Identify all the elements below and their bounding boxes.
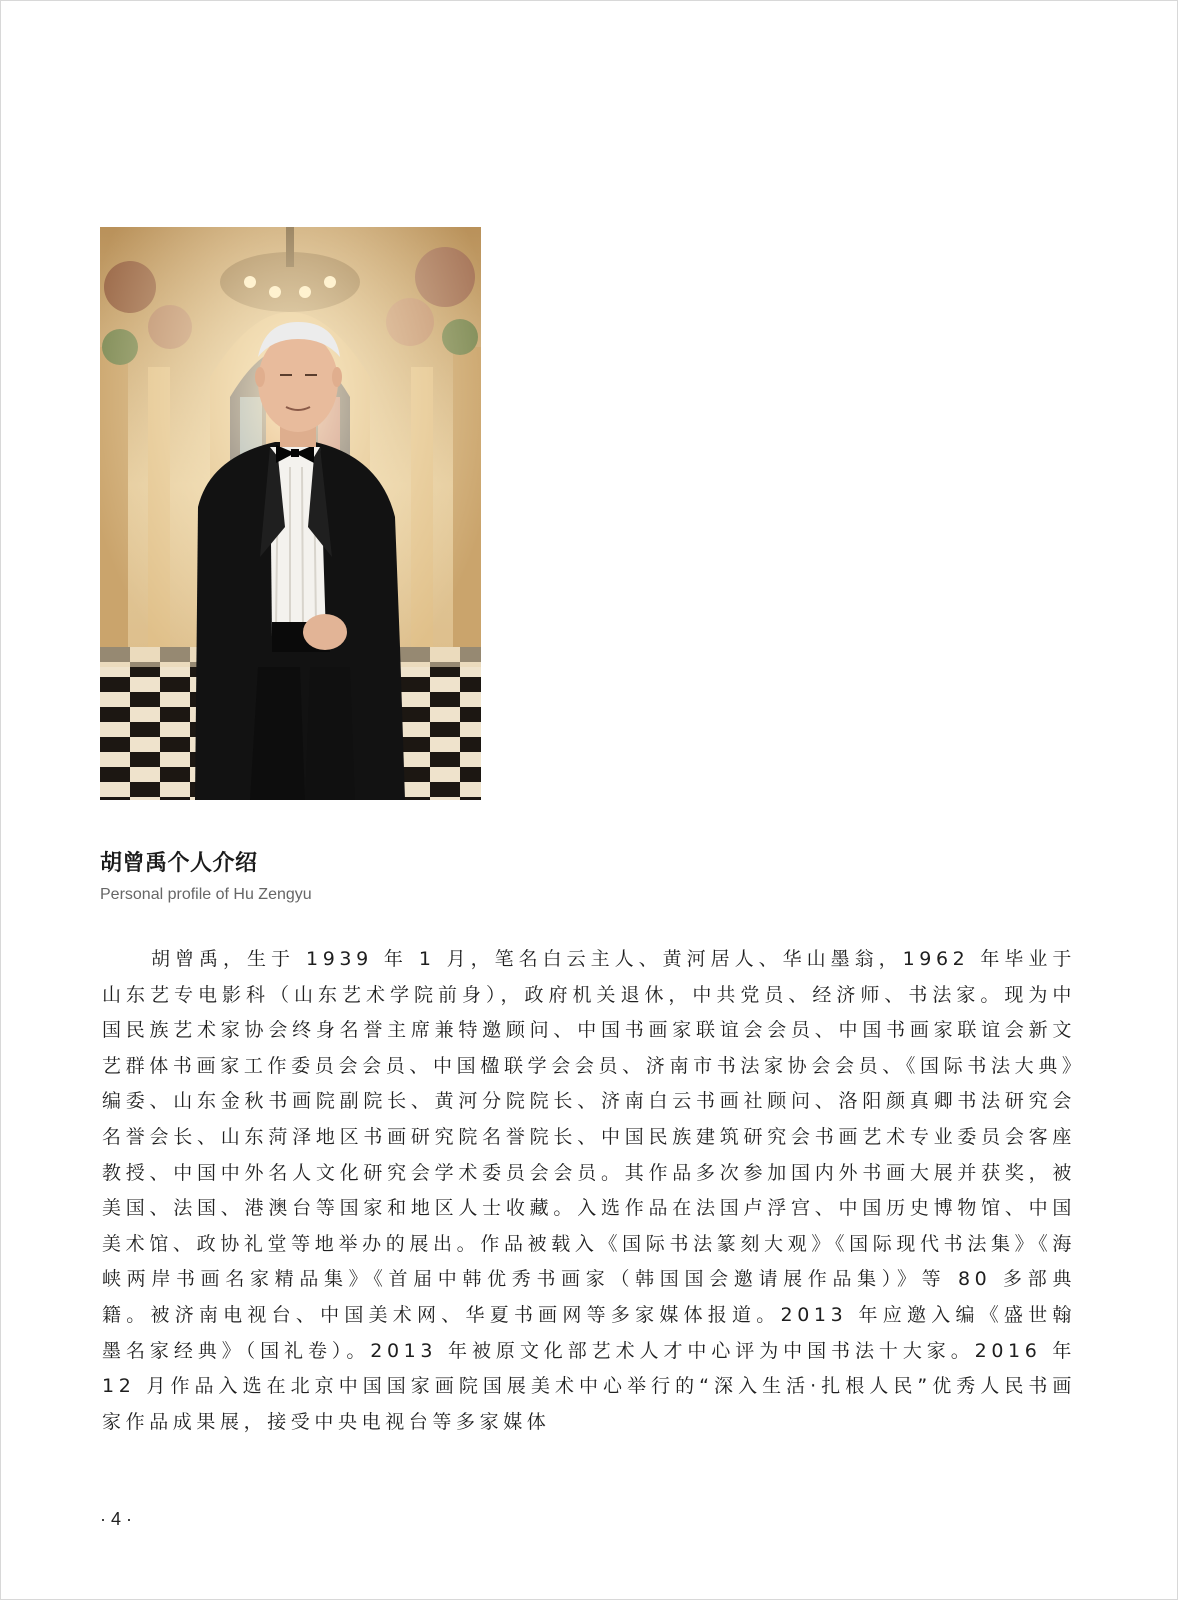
page-number: · 4 · (100, 1509, 133, 1529)
profile-body: 胡曾禹，生于 1939 年 1 月，笔名白云主人、黄河居人、华山墨翁，1962 年毕业于山东艺专电影科（山东艺术学院前身），政府机关退休，中共党员、经济师、书法家。现为中国民族艺术家协会终身名誉主席兼特邀顾问、中国书画家联谊会会员、中国书画家联谊会新文艺群体书画家工作委员会会员、中国楹联学会会员、济南市书法家协会会员、《国际书法大典》编委、山东金秋书画院副院长、黄河分院院长、济南白云书画社顾问、洛阳颜真卿书法研究会名誉会长、山东菏泽地区书画研究院名誉院长、中国民族建筑研究会书画艺术专业委员会客座教授、中国中外名人文化研究会学术委员会会员。其作品多次参加国内外书画大展并获奖，被美国、法国、港澳台等国家和地区人士收藏。入选作品在法国卢浮宫、中国历史博物馆、中国美术馆、政协礼堂等地举办的展出。作品被载入《国际书法篆刻大观》《国际现代书法集》《海峡两岸书画名家精品集》《首届中韩优秀书画家（韩国国会邀请展作品集）》等 80 多部典籍。被济南电视台、中国美术网、华夏书画网等多家媒体报道。2013 年应邀入编《盛世翰墨名家经典》（国礼卷）。2013 年被原文化部艺术人才中心评为中国书法十大家。2016 年 12 月作品入选在北京中国国家画院国展美术中心举行的“深入生活·扎根人民”优秀人民书画家作品成果展，接受中央电视台等多家媒体 (102, 948, 1076, 1433)
profile-title: 胡曾禹个人介绍 (100, 851, 258, 876)
portrait-photo (100, 227, 481, 800)
profile-subtitle: Personal profile of Hu Zengyu (100, 886, 312, 903)
